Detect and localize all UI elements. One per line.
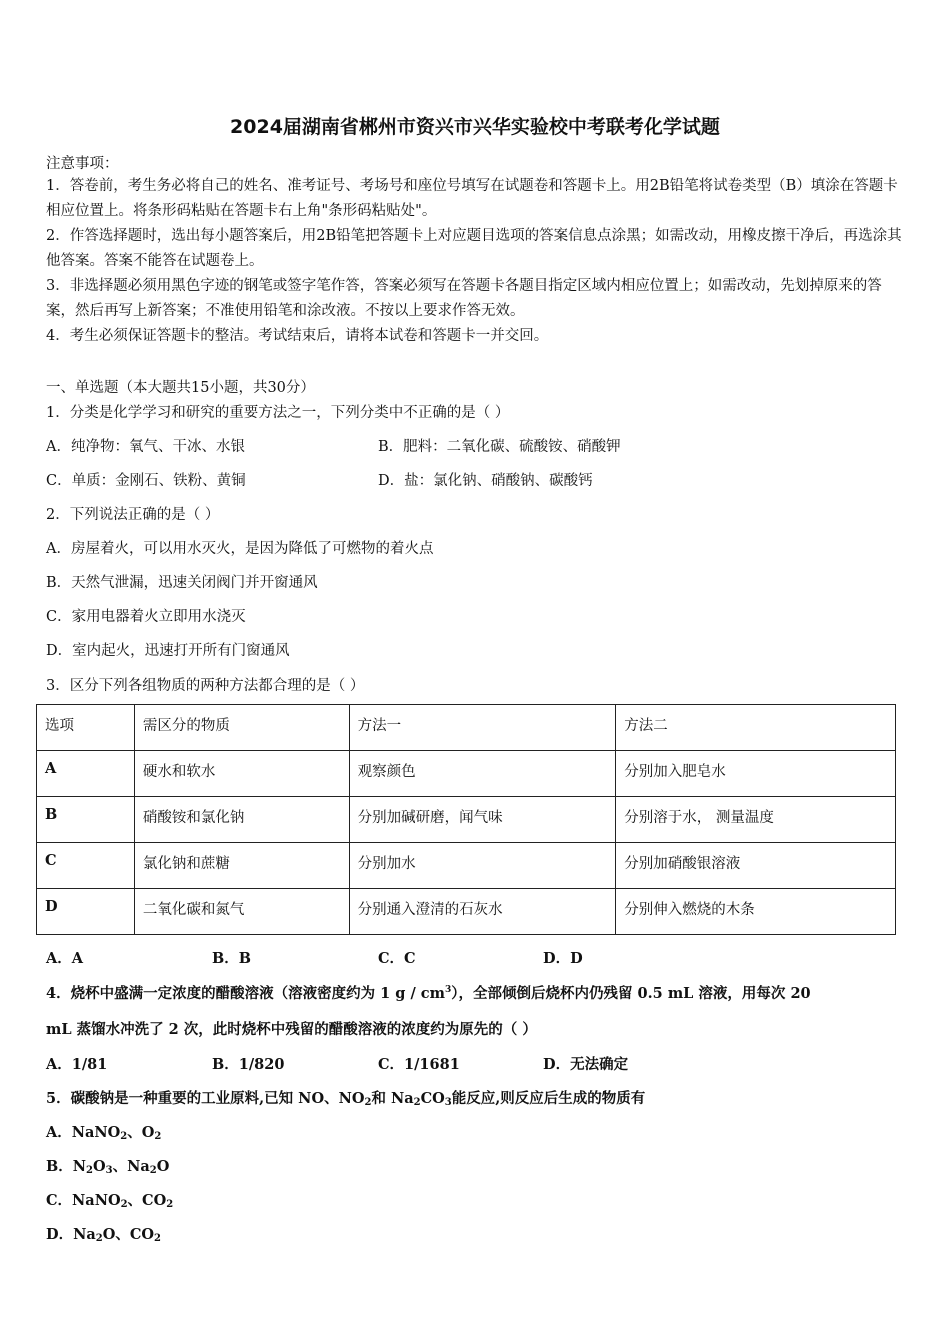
formula-part: 、CO (127, 1192, 167, 1209)
table-cell: 分别加水 (349, 843, 616, 889)
formula-part: D．Na (46, 1226, 96, 1243)
q5-option-a (46, 1121, 161, 1142)
q5-option-b (46, 1155, 169, 1176)
q4-option-c: C．1/1681 (378, 1056, 460, 1073)
q2-option-b: B．天然气泄漏，迅速关闭阀门并开窗通风 (46, 575, 318, 591)
subscript: 2 (120, 1131, 128, 1142)
subscript: 2 (120, 1199, 128, 1210)
subscript: 3 (105, 1165, 113, 1176)
table-cell: 硝酸铵和氯化钠 (134, 797, 349, 843)
q1-option-a: A．纯净物：氧气、干冰、水银 (46, 439, 245, 455)
q5-stem-part: CO (420, 1090, 445, 1107)
table-header-row (37, 705, 896, 751)
subscript: 2 (154, 1233, 161, 1244)
q1-option-b: B．肥料：二氧化碳、硫酸铵、硝酸钾 (378, 439, 621, 455)
table-row (37, 751, 896, 797)
table-cell: A (37, 751, 135, 797)
formula-part: O (92, 1158, 106, 1175)
page-title: 2024届湖南省郴州市资兴市兴华实验校中考联考化学试题 (230, 116, 720, 138)
q4-stem-part: 4．烧杯中盛满一定浓度的醋酸溶液（溶液密度约为 1 g / cm (46, 985, 445, 1002)
subscript: 2 (86, 1165, 93, 1176)
q5-stem-part: 和 Na (371, 1090, 414, 1107)
subscript: 2 (166, 1199, 174, 1210)
table-header-cell: 选项 (37, 705, 135, 751)
notice-item: 1．答卷前，考生务必将自己的姓名、准考证号、考场号和座位号填写在试题卷和答题卡上。用2B铅笔将试卷类型（B）填涂在答题卡相应位置上。将条形码粘贴在答题卡右上角"条形码粘贴处"。 (46, 178, 898, 219)
table-cell: C (37, 843, 135, 889)
table-cell: 分别溶于水， 测量温度 (616, 797, 896, 843)
notice-list (46, 174, 904, 349)
q3-stem: 3．区分下列各组物质的两种方法都合理的是（ ） (46, 678, 365, 694)
subscript: 2 (154, 1131, 162, 1142)
notice-item: 4．考生必须保证答题卡的整洁。考试结束后，请将本试卷和答题卡一并交回。 (46, 328, 549, 344)
table-row (37, 889, 896, 935)
table-row (37, 797, 896, 843)
formula-part: B．N (46, 1158, 87, 1175)
q2-stem: 2．下列说法正确的是（ ） (46, 507, 220, 523)
q2-option-d: D．室内起火，迅速打开所有门窗通风 (46, 643, 290, 659)
formula-part: A．NaNO (46, 1124, 121, 1141)
subscript: 2 (95, 1233, 103, 1244)
q3-option-d: D．D (543, 950, 583, 967)
table-cell: 分别加入肥皂水 (616, 751, 896, 797)
table-cell: 氯化钠和蔗糖 (134, 843, 349, 889)
table-cell: D (37, 889, 135, 935)
notice-heading: 注意事项： (46, 156, 119, 172)
q2-option-a: A．房屋着火，可以用水灭火，是因为降低了可燃物的着火点 (46, 541, 434, 557)
table-cell: 硬水和软水 (134, 751, 349, 797)
q4-stem-line-1 (46, 982, 811, 1003)
q3-option-b: B．B (212, 950, 252, 967)
q3-table (36, 704, 896, 935)
q1-option-c: C．单质：金刚石、铁粉、黄铜 (46, 473, 246, 489)
q1-option-d: D．盐：氯化钠、硝酸钠、碳酸钙 (378, 473, 593, 489)
table-header-cell: 需区分的物质 (134, 705, 349, 751)
q4-stem-line-2: mL 蒸馏水冲洗了 2 次，此时烧杯中残留的醋酸溶液的浓度约为原先的（ ） (46, 1021, 537, 1038)
formula-part: O、CO (102, 1226, 155, 1243)
formula-part: C．NaNO (46, 1192, 121, 1209)
q3-option-c: C．C (378, 950, 416, 967)
table-cell: 分别加硝酸银溶液 (616, 843, 896, 889)
table-cell: B (37, 797, 135, 843)
q5-stem-part: 5．碳酸钠是一种重要的工业原料,已知 NO、NO (46, 1090, 365, 1107)
table-row (37, 843, 896, 889)
subscript: 3 (444, 1097, 452, 1108)
formula-part: 、Na (112, 1158, 150, 1175)
q4-stem-sup: 3 (444, 985, 452, 996)
formula-part: O (156, 1158, 170, 1175)
q5-stem-part: 能反应,则反应后生成的物质有 (451, 1090, 646, 1107)
q4-option-d: D．无法确定 (543, 1056, 629, 1073)
table-cell: 分别通入澄清的石灰水 (349, 889, 616, 935)
notice-item: 3．非选择题必须用黑色字迹的钢笔或签字笔作答，答案必须写在答题卡各题目指定区域内相应位置上；如需改动，先划掉原来的答案，然后再写上新答案；不准使用铅笔和涂改液。不按以上要求作答无效。 (46, 278, 882, 319)
q5-option-d (46, 1223, 161, 1244)
formula-part: 、O (127, 1124, 155, 1141)
notice-item: 2．作答选择题时，选出每小题答案后，用2B铅笔把答题卡上对应题目选项的答案信息点涂黑；如需改动，用橡皮擦干净后，再选涂其他答案。答案不能答在试题卷上。 (46, 228, 902, 269)
table-cell: 观察颜色 (349, 751, 616, 797)
table-header-cell: 方法二 (616, 705, 896, 751)
table-cell: 二氧化碳和氮气 (134, 889, 349, 935)
q2-option-c: C．家用电器着火立即用水浇灭 (46, 609, 246, 625)
subscript: 2 (364, 1097, 372, 1108)
q4-stem-part: ），全部倾倒后烧杯内仍残留 0.5 mL 溶液，用每次 20 (451, 985, 811, 1002)
q4-option-b: B．1/820 (212, 1056, 285, 1073)
q5-option-c (46, 1189, 173, 1210)
table-header-cell: 方法一 (349, 705, 616, 751)
table-cell: 分别伸入燃烧的木条 (616, 889, 896, 935)
subscript: 2 (413, 1097, 421, 1108)
section-heading: 一、单选题（本大题共15小题，共30分） (46, 380, 315, 396)
table-cell: 分别加碱研磨，闻气味 (349, 797, 616, 843)
q3-option-a: A．A (46, 950, 84, 967)
q4-option-a: A．1/81 (46, 1056, 108, 1073)
q5-stem (46, 1087, 645, 1108)
subscript: 2 (149, 1165, 157, 1176)
q1-stem: 1．分类是化学学习和研究的重要方法之一，下列分类中不正确的是（ ） (46, 405, 510, 421)
